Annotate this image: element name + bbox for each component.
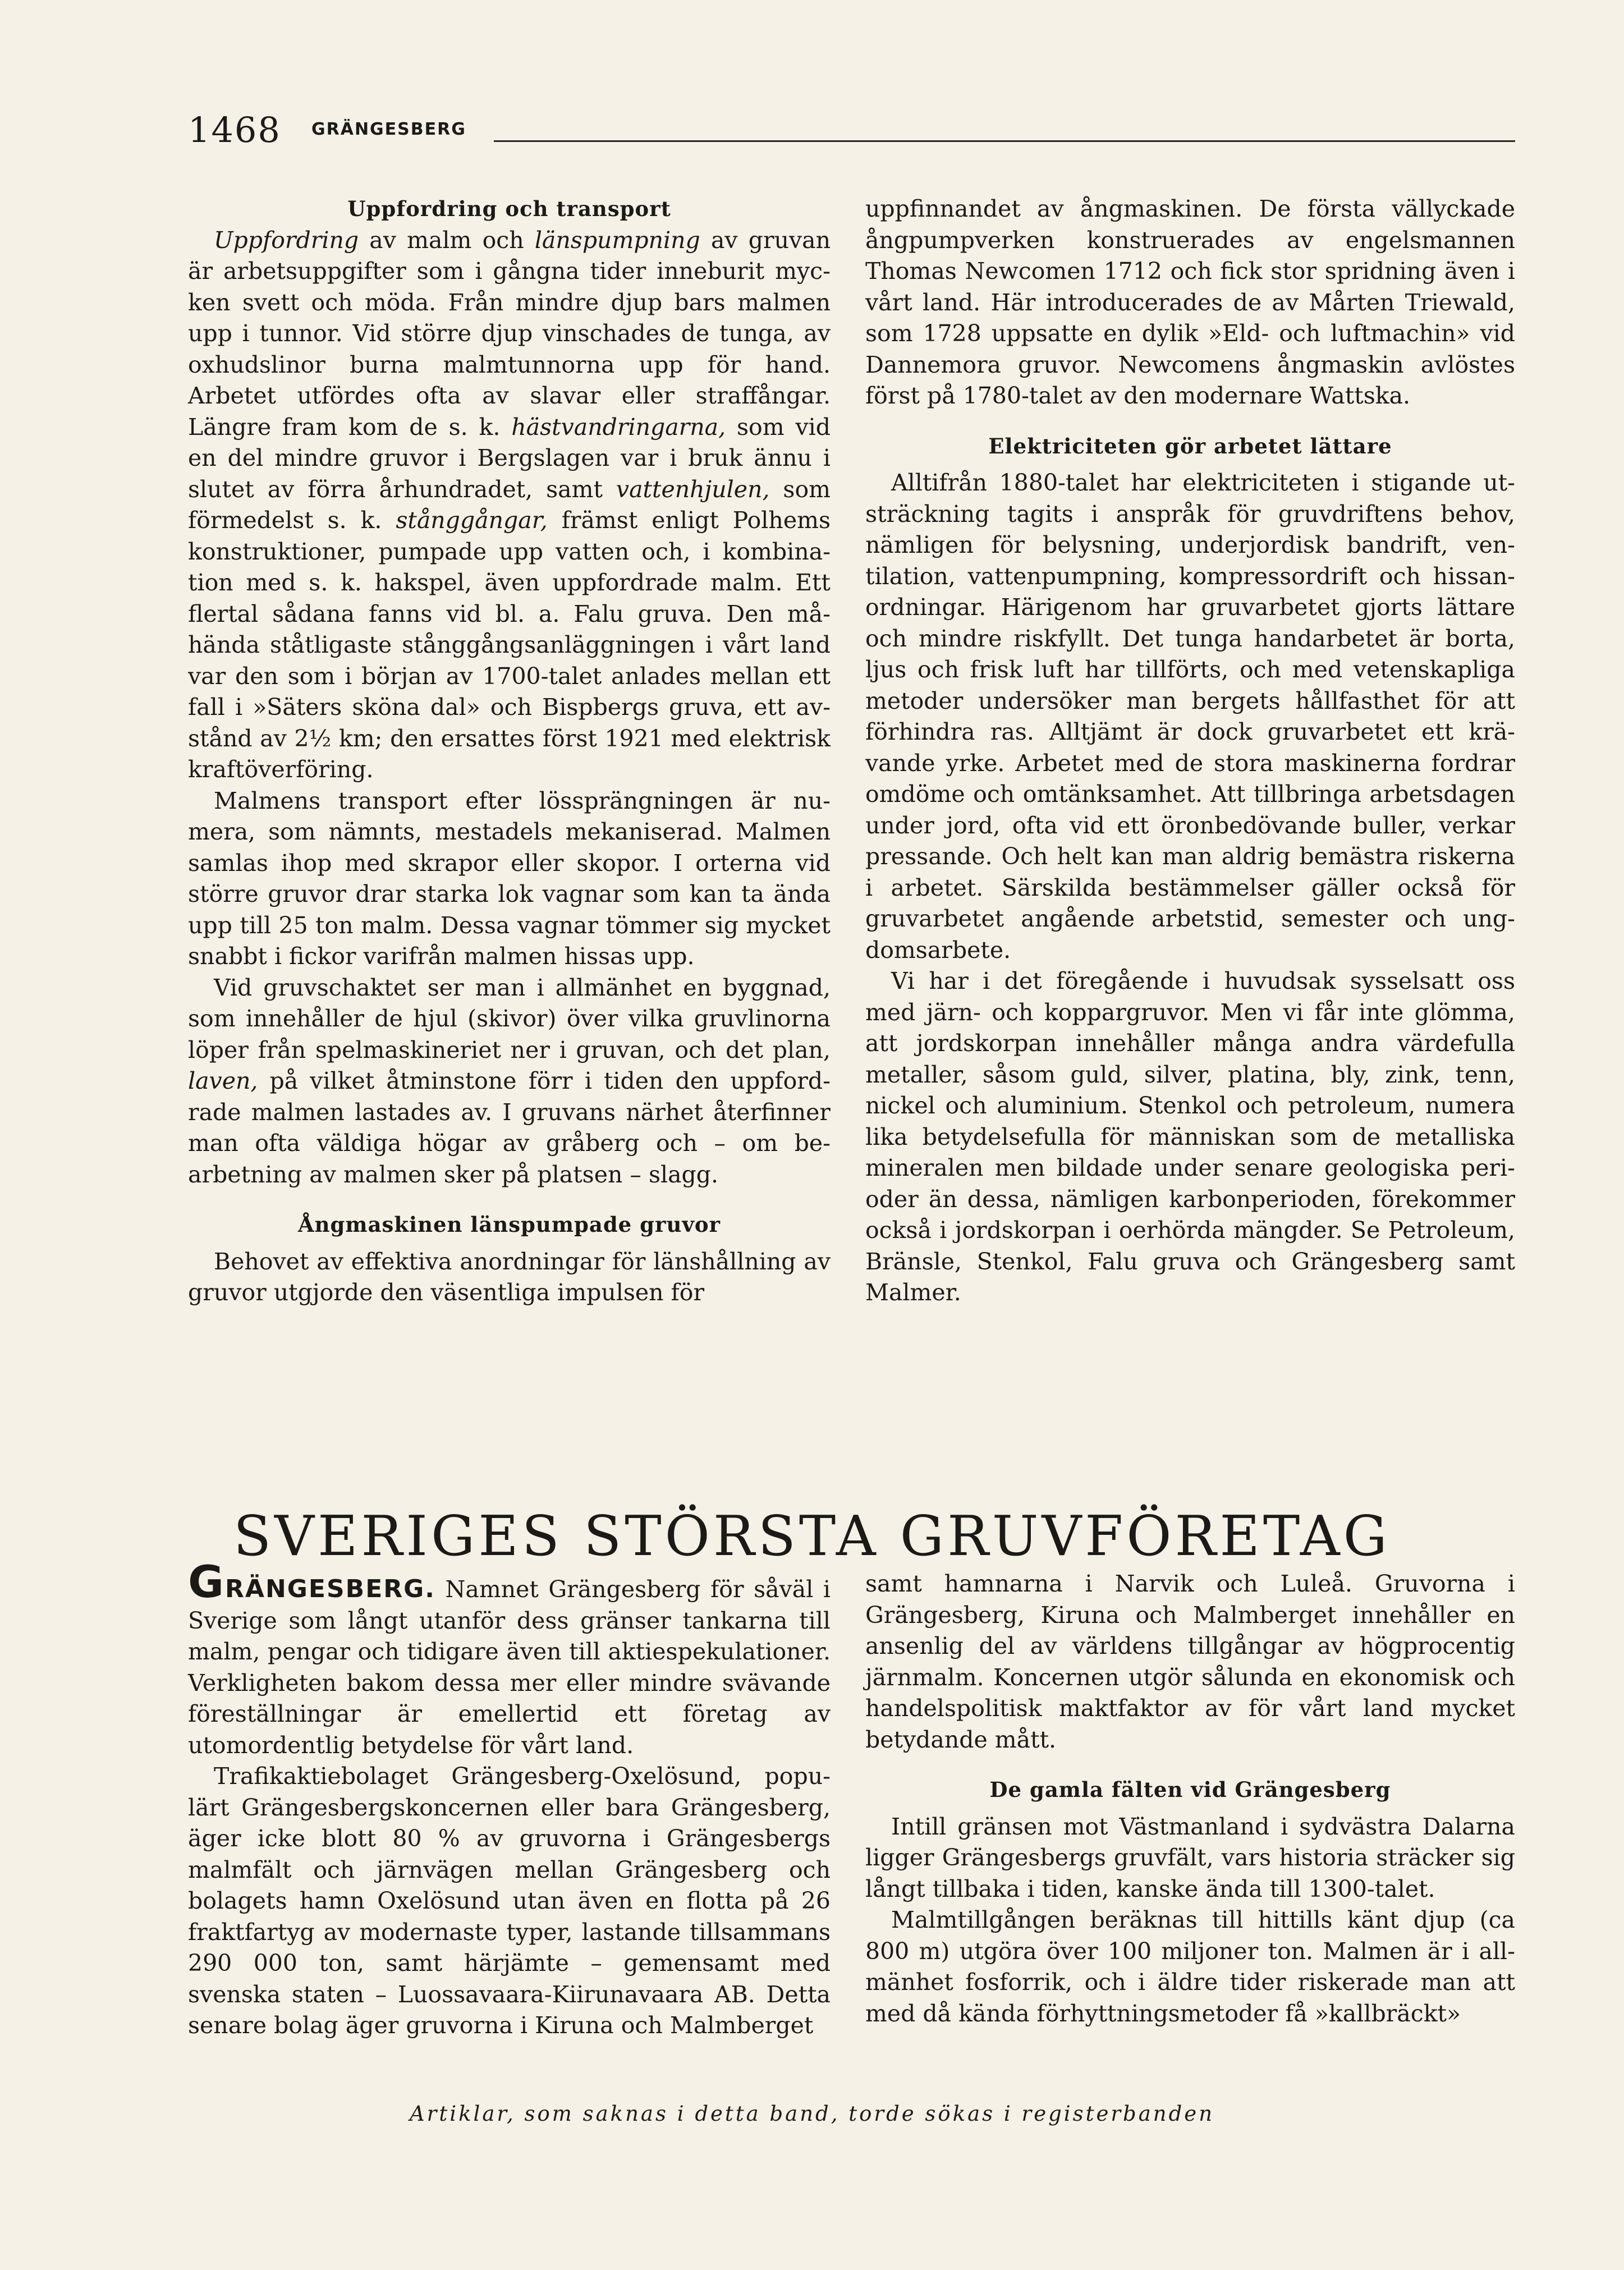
paragraph: Uppfordring av malm och länspumpning av gruvan är arbetsuppgifter som i gångna tider inneburit mycken svett och möda. Från mindre djup bars malmen upp i tunnor. Vid större djup vinschades de tunga, av oxhudslinor burna malmtunnorna upp för hand. Arbetet utfördes ofta av slavar eller straffångar. Längre fram kom de s. k. hästvandringarna, som vid en del mindre gruvor i Bergslagen var i bruk ännu i slutet av förra århundradet, samt vattenhjulen, som förmedelst s. k. stånggångar, främst enligt Polhems konstruktioner, pumpade upp vatten och, i kombination med s. k. hakspel, även uppfordrade malm. Ett flertal sådana fanns vid bl. a. Falu gruva. Den måhända ståtligaste stånggångsanläggningen i vårt land var den som i början av 1700-talet anlades mellan ett fall i »Säters sköna dal» och Bispbergs gruva, ett avstånd av 2½ km; den ersattes först 1921 med elektrisk kraftöverföring. bbox=[188, 226, 831, 783]
page-number: 1468 bbox=[188, 109, 281, 150]
running-head: GRÄNGESBERG bbox=[311, 120, 466, 139]
paragraph-continued: samt hamnarna i Narvik och Luleå. Gruvorna i Grängesberg, Kiruna och Malmberget innehåller en ansenlig del av världens tillgångar av högprocentig järnmalm. Koncernen utgör sålunda en ekonomisk och handelspolitisk maktfaktor av för vårt land mycket betydande mått. bbox=[865, 1570, 1515, 1753]
page-header bbox=[188, 109, 1515, 149]
header-rule bbox=[494, 140, 1515, 142]
section-heading-gamla-falten: De gamla fälten vid Grängesberg bbox=[989, 1777, 1391, 1802]
upper-column-left bbox=[188, 194, 831, 1309]
paragraph: Intill gränsen mot Västmanland i sydvästra Dalarna ligger Grängesbergs gruvfält, vars historia sträcker sig långt tillbaka i tiden, kanske ända till 1300-talet. bbox=[865, 1813, 1515, 1902]
lead-word bbox=[188, 1557, 435, 1608]
paragraph: Vid gruvschaktet ser man i allmänhet en byggnad, som innehåller de hjul (skivor) över vilka gruvlinorna löper från spelmaskineriet ner i gruvan, och det plan, laven, på vilket åtminstone förr i tiden den uppfordrade malmen lastades av. I gruvans närhet återfinner man ofta väldiga högar av gråberg och – om bearbetning av malmen sker på platsen – slagg. bbox=[188, 974, 831, 1188]
lead-text: Namnet Grängesberg för såväl i Sverige som långt utanför dess gränser tankarna till malm, pengar och tidigare även till aktiespekulationer. Verkligheten bakom dessa mer eller mindre svävande föreställningar är emellertid ett företag av utomordentlig betydelse för vårt land. bbox=[188, 1576, 831, 1759]
paragraph: Behovet av effektiva anordningar för länshållning av gruvor utgjorde den väsentliga impulsen för bbox=[188, 1248, 831, 1306]
footer-note: Artiklar, som saknas i detta band, torde sökas i registerbanden bbox=[409, 2102, 1215, 2126]
paragraph: Malmtillgången beräknas till hittills känt djup (ca 800 m) utgöra över 100 miljoner ton. Malmen är i allmänhet fosforrik, och i äldre tider riskerade man att med då kända förhyttningsmetoder få »kallbräckt» bbox=[865, 1906, 1515, 2027]
paragraph: Malmens transport efter lössprängningen är numera, som nämnts, mestadels mekaniserad. Malmen samlas ihop med skrapor eller skopor. I orterna vid större gruvor drar starka lok vagnar som kan ta ända upp till 25 ton malm. Dessa vagnar tömmer sig mycket snabbt i fickor varifrån malmen hissas upp. bbox=[188, 787, 831, 970]
paragraph: Trafikaktiebolaget Grängesberg-Oxelösund, populärt Grängesbergskoncernen eller bara Grängesberg, äger icke blott 80 % av gruvorna i Grängesbergs malmfält och järnvägen mellan Grängesberg och bolagets hamn Oxelösund utan även en flotta på 26 fraktfartyg av modernaste typer, lastande tillsammans 290 000 ton, samt härjämte – gemensamt med svenska staten – Luossavaara-Kiirunavaara AB. Detta senare bolag äger gruvorna i Kiruna och Malmberget bbox=[188, 1763, 831, 2039]
lead-capital: G bbox=[188, 1557, 226, 1608]
lower-column-right bbox=[865, 1569, 1515, 2029]
upper-column-right bbox=[865, 194, 1515, 1309]
paragraph: Vi har i det föregående i huvudsak sysselsatt oss med järn- och koppargruvor. Men vi får inte glömma, att jordskorpan innehåller många andra värdefulla metaller, såsom guld, silver, platina, bly, zink, tenn, nickel och aluminium. Stenkol och petroleum, numera lika betydelsefulla för människan som de metalliska mineralen men bildade under senare geologiska perioder än dessa, nämligen karbonperioden, förekommer också i jordskorpan i oerhörda mängder. Se Petroleum, Bränsle, Stenkol, Falu gruva och Grängesberg samt Malmer. bbox=[865, 967, 1515, 1306]
section-heading-angmaskinen: Ångmaskinen länspumpade gruvor bbox=[297, 1212, 721, 1237]
lead-paragraph bbox=[188, 1557, 831, 1761]
paragraph-continued: uppfinnandet av ångmaskinen. De första vällyckade ångpumpverken konstruerades av engelsmannen Thomas Newcomen 1712 och fick stor spridning även i vårt land. Här introducerades de av Mårten Triewald, som 1728 uppsatte en dylik »Eld- och luftmachin» vid Dannemora gruvor. Newcomens ångmaskin avlöstes först på 1780-talet av den modernare Wattska. bbox=[865, 195, 1515, 409]
section-heading-uppfordring: Uppfordring och transport bbox=[347, 196, 671, 221]
section-heading-elektriciteten: Elektriciteten gör arbetet lättare bbox=[988, 433, 1392, 458]
main-title: SVERIGES STÖRSTA GRUVFÖRETAG bbox=[233, 1504, 1391, 1569]
lead-word-rest: RÄNGESBERG. bbox=[225, 1575, 435, 1603]
paragraph: Alltifrån 1880-talet har elektriciteten i stigande utsträckning tagits i anspråk för gruvdriftens behov, nämligen för belysning, underjordisk bandrift, ventilation, vattenpumpning, kompressordrift och hissanordningar. Härigenom har gruvarbetet gjorts lättare och mindre riskfyllt. Det tunga handarbetet är borta, ljus och frisk luft har tillförts, och med vetenskapliga metoder undersöker man bergets hållfasthet för att förhindra ras. Alltjämt är dock gruvarbetet ett krävande yrke. Arbetet med de stora maskinerna fordrar omdöme och omtänksamhet. Att tillbringa arbetsdagen under jord, ofta vid ett öronbedövande buller, verkar pressande. Och helt kan man aldrig bemästra riskerna i arbetet. Särskilda bestämmelser gäller också för gruvarbetet angående arbetstid, semester och ungdomsarbete. bbox=[865, 469, 1515, 964]
lower-column-left bbox=[188, 1557, 831, 2042]
